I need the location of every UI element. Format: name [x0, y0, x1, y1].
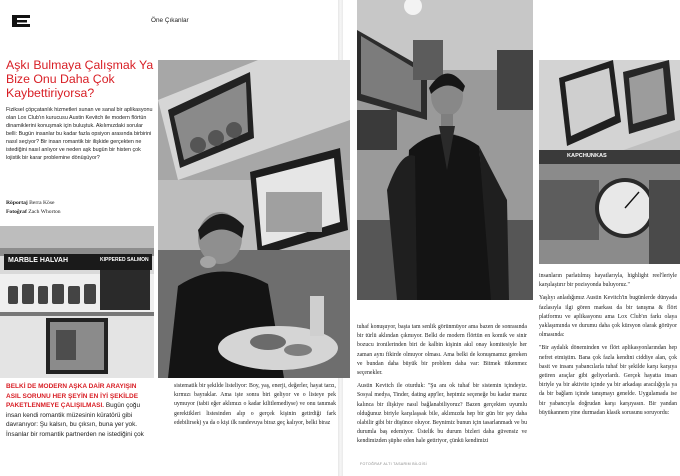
photo-label: Fotoğraf — [6, 209, 27, 215]
photo-deli-counter — [539, 60, 680, 264]
interview-label: Röportaj — [6, 200, 28, 206]
photo-deli-shelf — [0, 226, 154, 378]
lead-body: Bugün çoğu insan kendi romantik müzesinin küratörü gibi davranıyor: Şu kalsın, bu çıksın, buna yer yok. İnsanlar bir romantik partnerden ne istediğini çok — [6, 402, 144, 438]
body-text-col4b: Yaşlıyı anladığımız Austin Kevitch'in bugünlerde dünyada fazlasıyla ilgi gören markası da bir tanışma & flört platformu ve aplikasyonu ama Lox Club'ın farkı olaya yaklaşımında ve durumu daha çok kürsyon olarak görüyor olmasında: — [539, 295, 677, 339]
interview-name: Berra Köse — [29, 200, 55, 206]
photo-man-eating — [158, 60, 350, 378]
lead-highlight: BELKİ DE MODERN AŞKA DAİR ARAYIŞIN ASIL SORUNU HER ŞEYİN EN İYİ ŞEKİLDE PAKETLENMEYE ÇALIŞILMASI. — [6, 383, 139, 410]
page-footer: FOTOĞRAF ALTI TASARIM BİLGİSİ — [360, 462, 427, 466]
article-credits — [6, 199, 153, 217]
body-text-qa: Austin Kevitch ile oturduk: "Şu anı ok tuhaf bir sistemin içindeyiz. Sosyal medya, Tinder, dating app'ler, hepimiz seçeneğe bu kadar maruz kalınca bir ilişkiye nasıl bağlanabiliyoruz? Bazen gerçekten uyumlu olduğunuz biriyle karşılaşsak bile, aklımızda hep bir gün bir şey daha olabilir gibi bir düşünce oluyor. Beynimiz bunun için tasarlanmadı ve bu durumla baş edemiyor. Üstelik bu durum bizleri daha güvensiz ve kendimizden şüphe eden hale getiriyor, çünkü kendimizi — [357, 383, 527, 445]
article-title: Aşkı Bulmaya Çalışmak Ya Bize Onu Daha Çok Kaybettiriyorsa? — [6, 58, 154, 100]
sign-kapchunkas: KAPCHUNKAS — [567, 153, 607, 159]
photo-man-standing — [357, 0, 533, 300]
body-column-3 — [357, 323, 527, 451]
body-column-2 — [174, 382, 336, 432]
body-text-col2: sistematik bir şekilde listeliyor: Boy, yaş, enerji, değerler, hayat tarzı, kırmızı bayraklar. Ama işte sonra biri geliyor ve o listeye pek uymuyor (tabii eğer aklımızı o kadar kilitlemediyse) ve onu tanımak gerektikleri listesinden alıp o gerçek kişinin getirdiği fark edebilirsek) ya da o kişi ilk randevuya biraz geç kalıyor, belki biraz — [174, 383, 336, 426]
section-label: Öne Çıkanlar — [151, 17, 189, 24]
sign-marble-halvah: MARBLE HALVAH — [8, 257, 69, 264]
body-text-col3: tuhaf konuşuyor, başta tam senlik görünmüyor ama bazen de sonrasında bir türlü aklından çıkmıyor. Belki de modern flörtün en komik ve sinir bozucu ironilerinden biri de kalbin kişinin akıl onay komitesiyle her zaman aynı fikirde olmuyor olması. Ama belki de konuşmamız gereken ve bundan daha büyük bir problem daha var: Bitmek tükenmez seçenekler. — [357, 324, 527, 377]
body-text-col4c: "Bir aydalık döneminden ve flört aplikasyonlarından hep nefret etmiştim. Bana çok fazla kendini ciddiye alan, çok basit ve insanı yabancılarla tuhaf bir şekilde karşı karşıya getiren araçlar gibi geliyorlardı. Gerçek hayatta insan biriyle ya bir aktivite içinde ya bir arkadaşı aracılığıyla ya da bir bağlam içinde tanışmayı genelde. Uygulamada ise bir yabancıyla doğrudan karşı karşıyasın. Bir yandan büyükannem yine durmadan klasik sorusunu soruyordu: — [539, 345, 677, 416]
lead-paragraph — [6, 382, 151, 440]
sign-kippered-salmon: KIPPERED SALMON — [100, 257, 149, 263]
magazine-logo — [10, 14, 32, 28]
photo-name: Zach Whorton — [28, 209, 61, 215]
article-intro: Fiziksel çöpçatanlık hizmetleri sunan ve sanal bir aplikasyonu olan Lox Club'ın kurucusu Austin Kevitch ile modern flörtün dinamiklerini konuşmak için buluştuk. Akılımızdaki sorular belli: Bugün insanlar bu kadar fazla opsiyon arasında birbirini nasıl seçiyor? Bir insan romantik bir ilişkide gerçekten ne istediğini nasıl anlıyor ve neden aşk bugün bir histen çok lojistik bir karar problemine dönüşüyor? — [6, 107, 153, 161]
body-text-col4: insanların parlatılmış hayatlarıyla, highlight reel'leriyle karşılaştırır bir pozisyonda buluyoruz." — [539, 273, 677, 289]
body-column-4 — [539, 272, 677, 422]
